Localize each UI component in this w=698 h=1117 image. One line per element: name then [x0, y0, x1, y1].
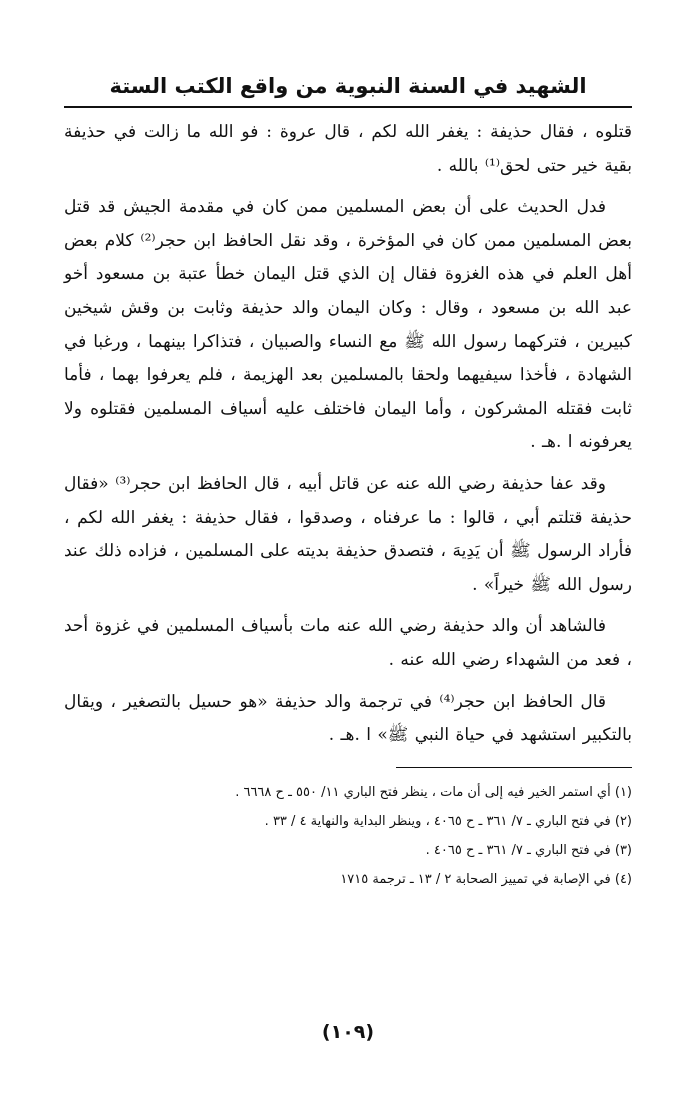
paragraph-4: فالشاهد أن والد حذيفة رضي الله عنه مات بأسياف المسلمين في غزوة أحد ، فعد من الشهداء رضي الله عنه .	[64, 616, 632, 670]
footnote-3: (٣) في فتح الباري ـ ٧/ ٣٦١ ـ ح ٤٠٦٥ .	[425, 842, 632, 858]
paragraph-3: وقد عفا حذيفة رضي الله عنه عن قاتل أبيه ، قال الحافظ ابن حجر⁽³⁾ «فقال حذيفة قتلتم أبي ، قالوا : ما عرفناه ، وصدقوا ، فقال حذيفة : يغفر الله لكم ، فأراد الرسول ﷺ أن يَدِيهَ ، فتصدق حذيفة بديته على المسلمين ، فزاده ذلك عند رسول الله ﷺ خيراً» .	[64, 473, 632, 595]
running-head-title: الشهيد في السنة النبوية من واقع الكتب الستة	[109, 74, 587, 98]
footnote-divider	[396, 767, 632, 768]
footnote-2: (٢) في فتح الباري ـ ٧/ ٣٦١ ـ ح ٤٠٦٥ ، وينظر البداية والنهاية ٤ / ٣٣ .	[264, 813, 632, 829]
footnote-4: (٤) في الإصابة في تمييز الصحابة ٢ / ١٣ ـ ترجمة ١٧١٥	[340, 871, 632, 887]
page-number: (١٠٩)	[321, 1021, 375, 1043]
header-divider	[64, 106, 632, 108]
footnote-1: (١) أي استمر الخير فيه إلى أن مات ، ينظر فتح الباري ١١/ ٥٥٠ ـ ح ٦٦٦٨ .	[235, 784, 632, 800]
paragraph-5: قال الحافظ ابن حجر⁽⁴⁾ في ترجمة والد حذيفة «هو حسيل بالتصغير ، ويقال بالتكبير استشهد في حياة النبي ﷺ» ا .هـ .	[64, 691, 632, 746]
book-page	[64, 70, 632, 1070]
paragraph-2: فدل الحديث على أن بعض المسلمين ممن كان في مقدمة الجيش قد قتل بعض المسلمين ممن كان في المؤخرة ، وقد نقل الحافظ ابن حجر⁽²⁾ كلام بعض أهل العلم في هذه الغزوة فقال إن الذي قتل اليمان خطأ عتبة بن مسعود أخو عبد الله بن مسعود ، وقال : وكان اليمان والد حذيفة وثابت بن وقش شيخين كبيرين ، فتركهما رسول الله ﷺ مع النساء والصبيان ، فتذاكرا بينهما ، ورغبا في الشهادة ، فأخذا سيفيهما ولحقا بالمسلمين بعد الهزيمة ، فلم يعرفوا بهما ، فأما ثابت فقتله المشركون ، وأما اليمان فاختلف عليه أسياف المسلمين فقتلوه ولا يعرفونه ا .هـ .	[64, 197, 632, 453]
body-text	[64, 116, 632, 753]
paragraph-1: قتلوه ، فقال حذيفة : يغفر الله لكم ، قال عروة : فو الله ما زالت في حذيفة بقية خير حتى لحق⁽¹⁾ بالله .	[64, 122, 632, 176]
footnotes	[64, 778, 632, 894]
